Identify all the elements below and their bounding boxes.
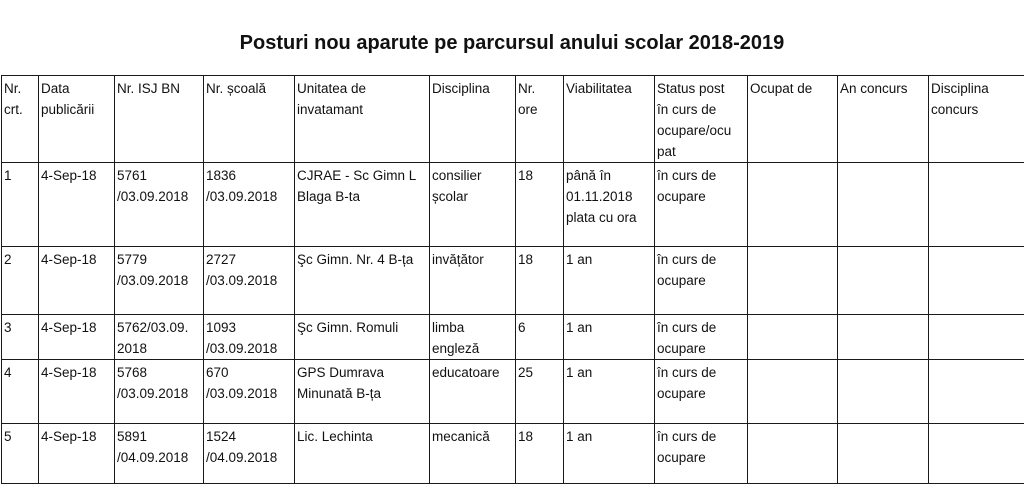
cell-nr: 5	[2, 424, 39, 484]
cell-ore: 25	[516, 360, 564, 424]
header-nr-ore: Nr. ore	[516, 76, 564, 163]
cell-scoala: 1836 /03.09.2018	[204, 163, 295, 247]
header-status: Status post în curs de ocupare/ocu pat	[655, 76, 748, 163]
header-nr-scoala: Nr. școală	[204, 76, 295, 163]
cell-an-concurs	[838, 247, 929, 315]
header-data-publicarii: Data publicării	[39, 76, 115, 163]
cell-ocupat	[748, 247, 838, 315]
cell-status: în curs de ocupare	[655, 315, 748, 360]
header-viabilitate: Viabilitatea	[564, 76, 655, 163]
cell-an-concurs	[838, 163, 929, 247]
cell-ocupat	[748, 424, 838, 484]
cell-viabilitate: 1 an	[564, 424, 655, 484]
cell-isj: 5891 /04.09.2018	[115, 424, 204, 484]
cell-data: 4-Sep-18	[39, 360, 115, 424]
table-row	[2, 247, 1024, 315]
cell-unitate: Şc Gimn. Nr. 4 B-ța	[295, 247, 430, 315]
cell-disciplina-concurs	[929, 424, 1024, 484]
posts-table	[1, 75, 1024, 484]
cell-ore: 18	[516, 424, 564, 484]
cell-isj: 5762/03.09. 2018	[115, 315, 204, 360]
cell-ocupat	[748, 360, 838, 424]
header-nr-crt: Nr. crt.	[2, 76, 39, 163]
cell-ore: 18	[516, 163, 564, 247]
header-an-concurs: An concurs	[838, 76, 929, 163]
cell-isj: 5768 /03.09.2018	[115, 360, 204, 424]
table-row	[2, 315, 1024, 360]
cell-nr: 1	[2, 163, 39, 247]
cell-disciplina: mecanică	[430, 424, 516, 484]
cell-nr: 3	[2, 315, 39, 360]
header-row	[2, 76, 1024, 163]
cell-ore: 6	[516, 315, 564, 360]
cell-isj: 5761 /03.09.2018	[115, 163, 204, 247]
cell-disciplina-concurs	[929, 315, 1024, 360]
cell-scoala: 1524 /04.09.2018	[204, 424, 295, 484]
cell-data: 4-Sep-18	[39, 424, 115, 484]
cell-nr: 2	[2, 247, 39, 315]
cell-status: în curs de ocupare	[655, 360, 748, 424]
cell-viabilitate: până în 01.11.2018 plata cu ora	[564, 163, 655, 247]
cell-scoala: 1093 /03.09.2018	[204, 315, 295, 360]
cell-viabilitate: 1 an	[564, 360, 655, 424]
cell-viabilitate: 1 an	[564, 315, 655, 360]
cell-unitate: CJRAE - Sc Gimn L Blaga B-ta	[295, 163, 430, 247]
cell-data: 4-Sep-18	[39, 315, 115, 360]
header-disciplina: Disciplina	[430, 76, 516, 163]
cell-disciplina-concurs	[929, 360, 1024, 424]
cell-an-concurs	[838, 315, 929, 360]
header-disciplina-concurs: Disciplina concurs	[929, 76, 1024, 163]
header-ocupat-de: Ocupat de	[748, 76, 838, 163]
cell-disciplina-concurs	[929, 163, 1024, 247]
cell-disciplina: educatoare	[430, 360, 516, 424]
cell-disciplina-concurs	[929, 247, 1024, 315]
cell-unitate: Lic. Lechinta	[295, 424, 430, 484]
cell-disciplina: invățător	[430, 247, 516, 315]
cell-unitate: Şc Gimn. Romuli	[295, 315, 430, 360]
cell-ocupat	[748, 315, 838, 360]
cell-ore: 18	[516, 247, 564, 315]
document-title: Posturi nou aparute pe parcursul anului scolar 2018-2019	[0, 30, 1024, 56]
cell-ocupat	[748, 163, 838, 247]
cell-data: 4-Sep-18	[39, 163, 115, 247]
cell-status: în curs de ocupare	[655, 424, 748, 484]
cell-viabilitate: 1 an	[564, 247, 655, 315]
cell-nr: 4	[2, 360, 39, 424]
table-row	[2, 163, 1024, 247]
cell-scoala: 670 /03.09.2018	[204, 360, 295, 424]
table-row	[2, 360, 1024, 424]
cell-an-concurs	[838, 424, 929, 484]
cell-status: în curs de ocupare	[655, 163, 748, 247]
header-nr-isj: Nr. ISJ BN	[115, 76, 204, 163]
cell-an-concurs	[838, 360, 929, 424]
cell-scoala: 2727 /03.09.2018	[204, 247, 295, 315]
table-row	[2, 424, 1024, 484]
cell-isj: 5779 /03.09.2018	[115, 247, 204, 315]
cell-status: în curs de ocupare	[655, 247, 748, 315]
cell-data: 4-Sep-18	[39, 247, 115, 315]
cell-disciplina: consilier școlar	[430, 163, 516, 247]
header-unitate: Unitatea de invatamant	[295, 76, 430, 163]
cell-disciplina: limba engleză	[430, 315, 516, 360]
cell-unitate: GPS Dumrava Minunată B-ța	[295, 360, 430, 424]
